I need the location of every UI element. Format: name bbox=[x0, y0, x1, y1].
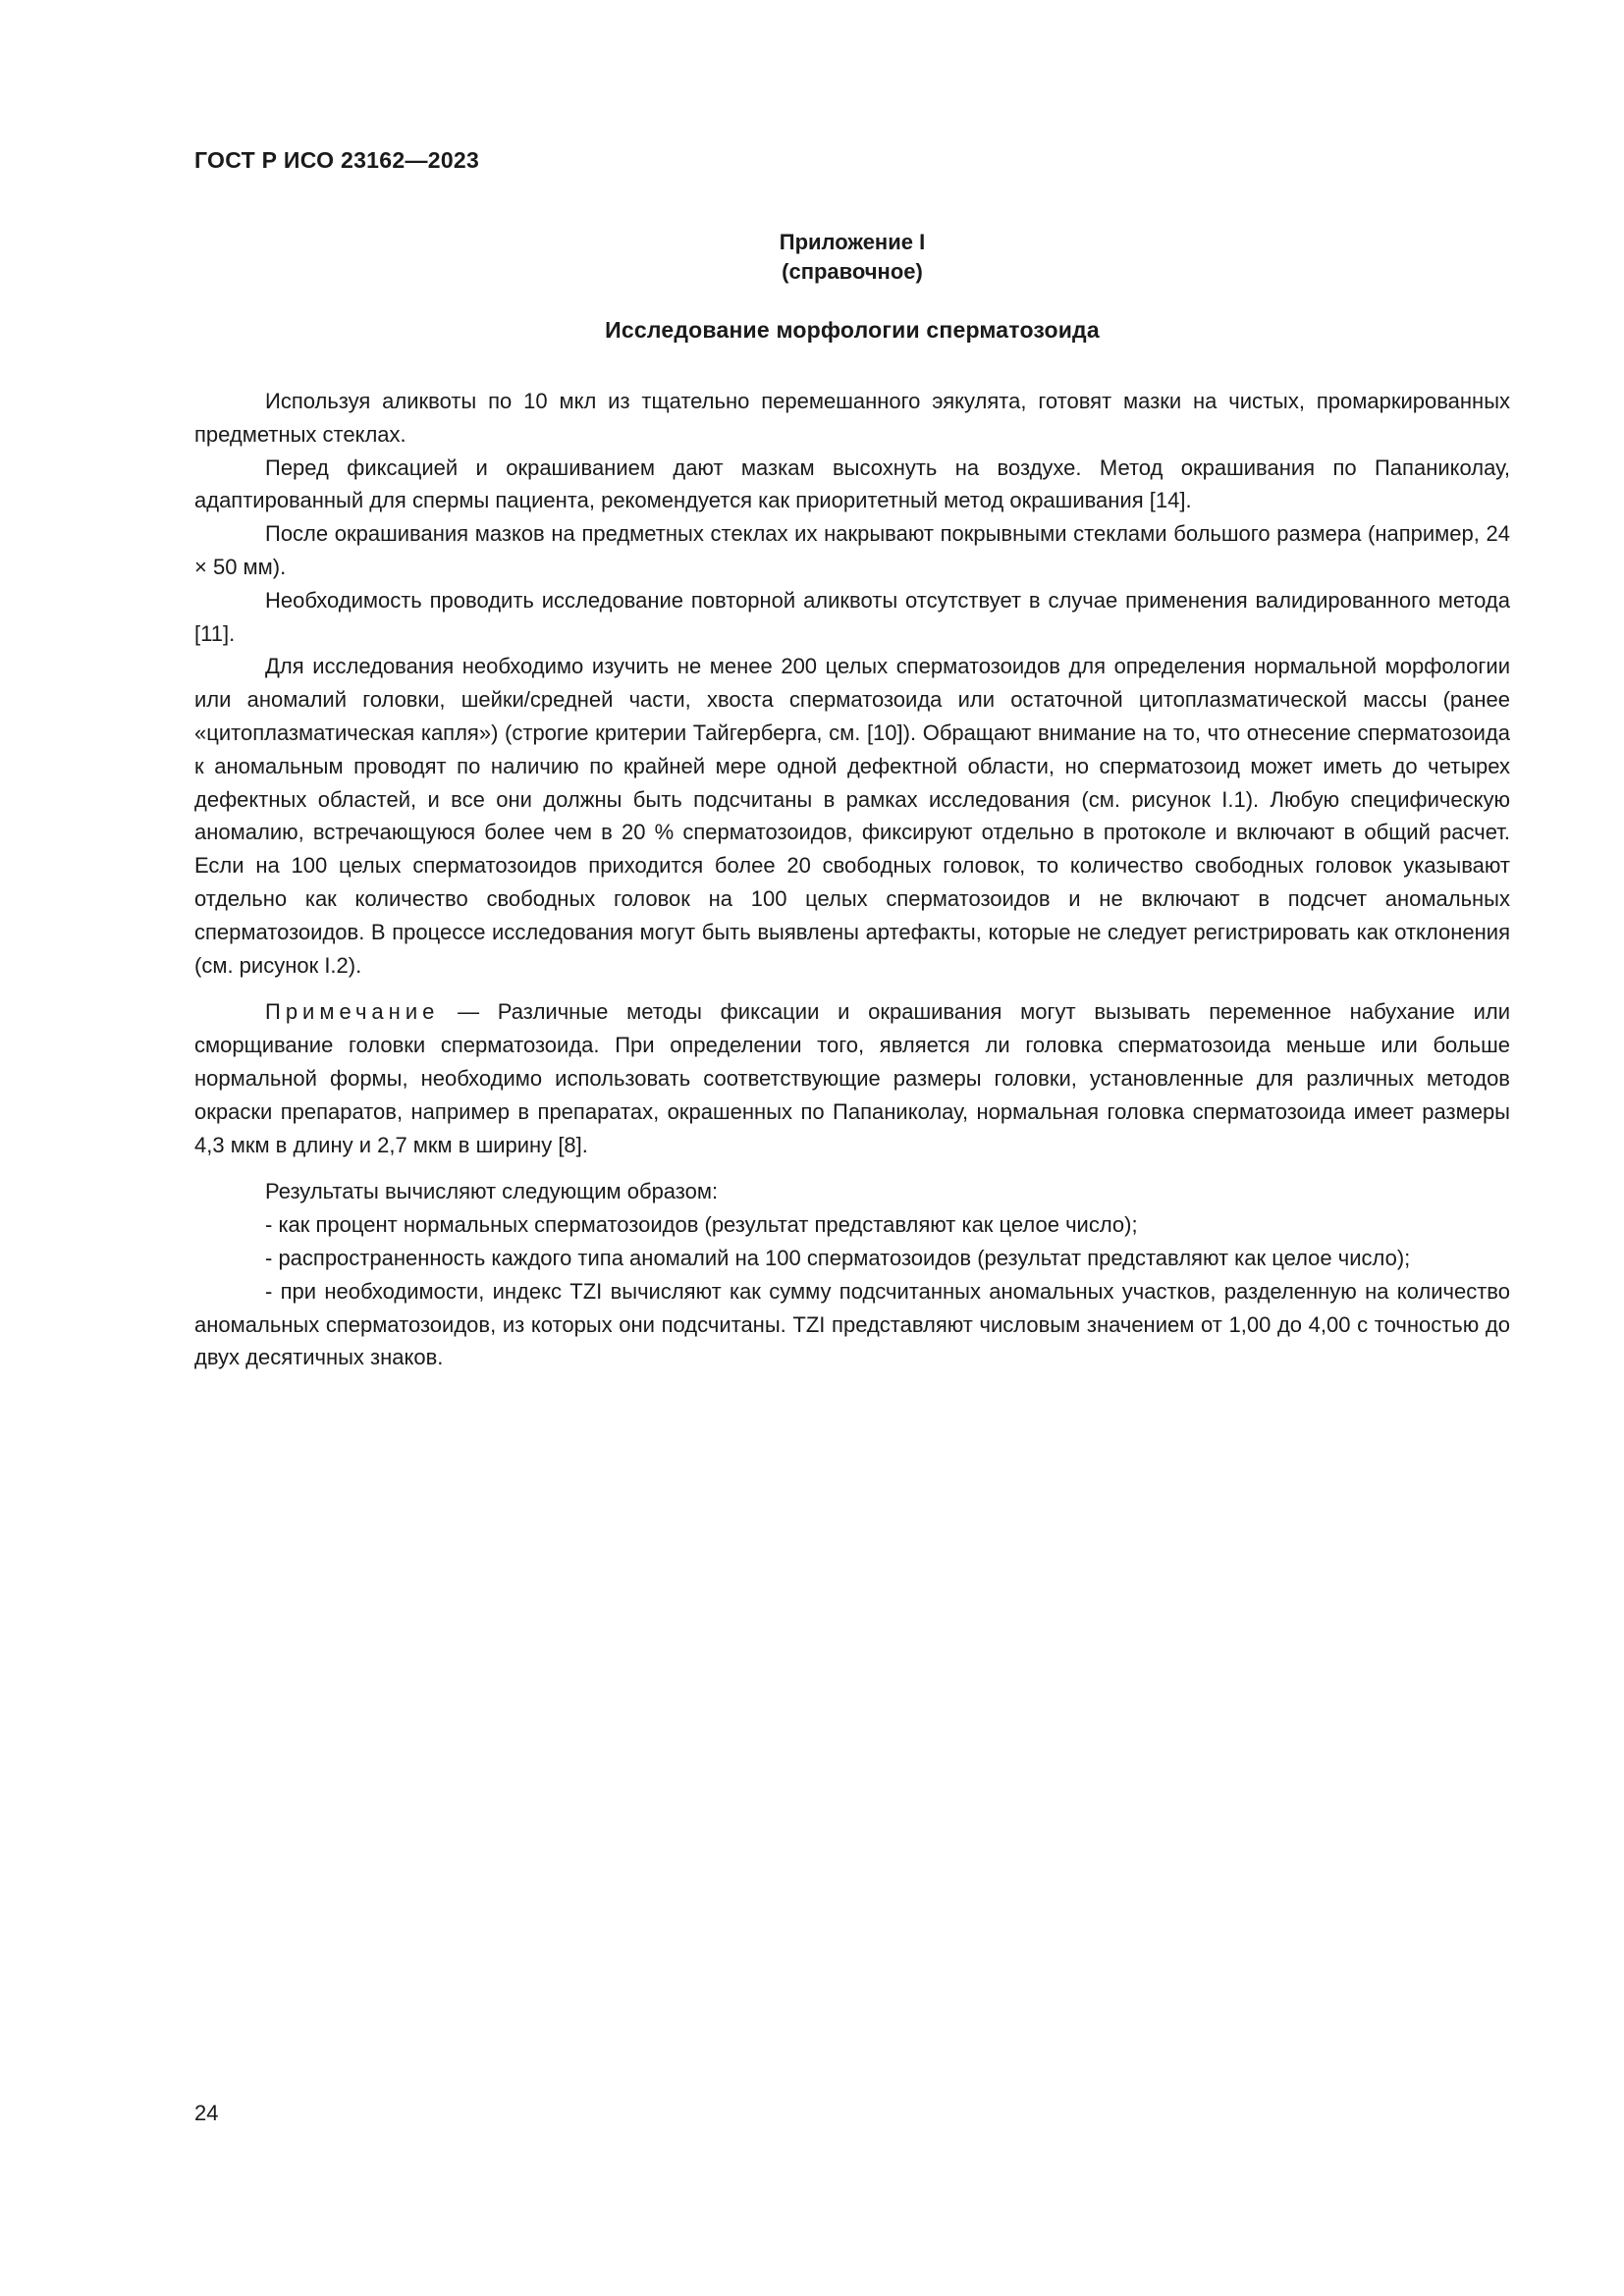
paragraph: Для исследования необходимо изучить не менее 200 целых сперматозоидов для определения нормальной морфологии или аномалий головки, шейки/средней части, хвоста сперматозоида или остаточной цитоплазматической массы (ранее «цитоплазматическая капля») (строгие критерии Тайгерберга, см. [10]). Обращают внимание на то, что отнесение сперматозоида к аномальным проводят по наличию по крайней мере одной дефектной области, но сперматозоид может иметь до четырех дефектных областей, и все они должны быть подсчитаны в рамках исследования (см. рисунок I.1). Любую специфическую аномалию, встречающуюся более чем в 20 % сперматозоидов, фиксируют отдельно в протоколе и включают в общий расчет. Если на 100 целых сперматозоидов приходится более 20 свободных головок, то количество свободных головок указывают отдельно как количество свободных головок на 100 целых сперматозоидов и не включают в подсчет аномальных сперматозоидов. В процессе исследования могут быть выявлены артефакты, которые не следует регистрировать как отклонения (см. рисунок I.2). bbox=[194, 654, 1510, 978]
list-item: - как процент нормальных сперматозоидов (результат представляют как целое число); bbox=[265, 1212, 1138, 1238]
paragraph: Перед фиксацией и окрашиванием дают мазкам высохнуть на воздухе. Метод окрашивания по Папаниколау, адаптированный для спермы пациента, рекомендуется как приоритетный метод окрашивания [14]. bbox=[194, 454, 1510, 513]
paragraph: После окрашивания мазков на предметных стеклах их накрывают покрывными стеклами большого размера (например, 24 × 50 мм). bbox=[194, 521, 1510, 579]
note bbox=[194, 995, 1510, 1161]
paragraph: Используя аликвоты по 10 мкл из тщательно перемешанного эякулята, готовят мазки на чистых, промаркированных предметных стеклах. bbox=[194, 389, 1510, 447]
note-label: Примечание bbox=[265, 999, 440, 1025]
document-body bbox=[194, 385, 1510, 1374]
appendix-type: (справочное) bbox=[782, 259, 923, 284]
results-intro: Результаты вычисляют следующим образом: bbox=[265, 1179, 719, 1204]
list-item: - при необходимости, индекс TZI вычисляют как сумму подсчитанных аномальных участков, разделенную на количество аномальных сперматозоидов, из которых они подсчитаны. TZI представляют числовым значением от 1,00 до 4,00 с точностью до двух десятичных знаков. bbox=[194, 1278, 1510, 1370]
note-text: — Различные методы фиксации и окрашивания могут вызывать переменное набухание или сморщивание головки сперматозоида. При определении того, является ли головка сперматозоида меньше или больше нормальной формы, необходимо использовать соответствующие размеры головки, установленные для различных методов окраски препаратов, например в препаратах, окрашенных по Папаниколау, нормальная головка сперматозоида имеет размеры 4,3 мкм в длину и 2,7 мкм в ширину [8]. bbox=[194, 999, 1510, 1157]
standard-designation: ГОСТ Р ИСО 23162—2023 bbox=[194, 147, 480, 173]
list-item: - распространенность каждого типа аномалий на 100 сперматозоидов (результат представляют как целое число); bbox=[265, 1245, 1411, 1270]
paragraph: Необходимость проводить исследование повторной аликвоты отсутствует в случае применения валидированного метода [11]. bbox=[194, 587, 1510, 646]
page-number: 24 bbox=[194, 2101, 219, 2125]
section-title: Исследование морфологии сперматозоида bbox=[605, 317, 1100, 343]
appendix-heading bbox=[194, 228, 1510, 287]
appendix-label: Приложение I bbox=[779, 230, 926, 254]
